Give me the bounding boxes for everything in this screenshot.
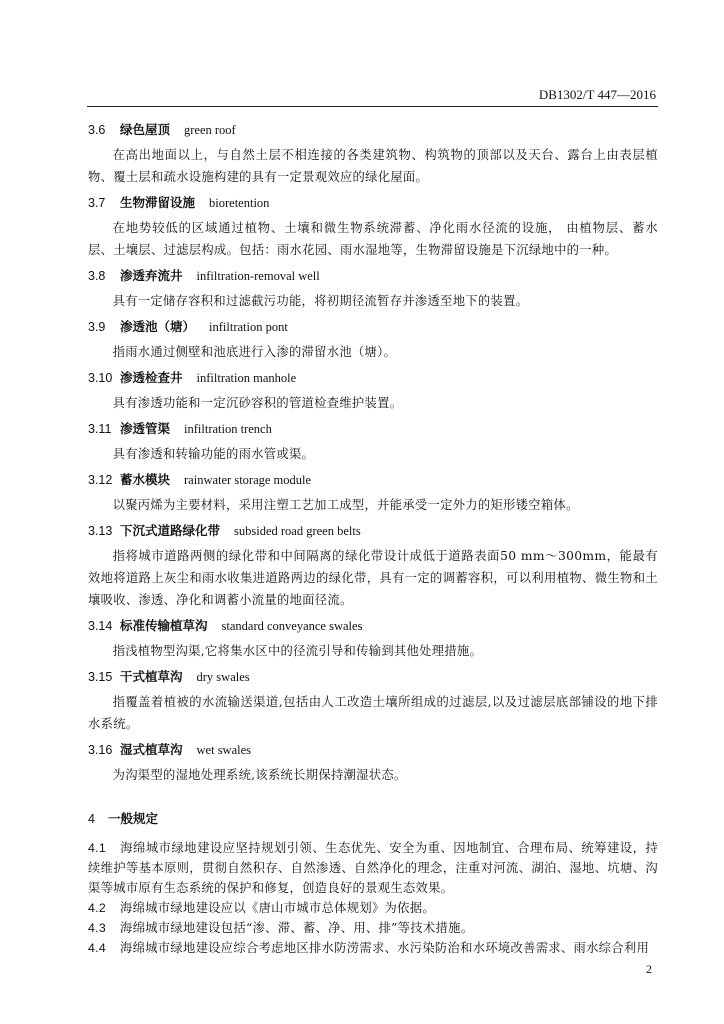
- term-zh: 标准传输植草沟: [120, 618, 208, 633]
- term-en: wet swales: [196, 743, 252, 757]
- term-number: 3.9: [88, 320, 106, 334]
- clause-number: 4.4: [88, 941, 106, 955]
- term-definition: 在高出地面以上，与自然土层不相连接的各类建筑物、构筑物的顶部以及天台、露台上由表层植物、覆土层和疏水设施构建的具有一定景观效应的绿化屋面。: [88, 148, 658, 184]
- term-number: 3.15: [88, 670, 113, 684]
- term-number: 3.10: [88, 371, 113, 385]
- term-heading: [88, 668, 658, 686]
- term-number: 3.8: [88, 269, 106, 283]
- clause-text: 海绵城市绿地建设应综合考虑地区排水防涝需求、水污染防治和水环境改善需求、雨水综合利用: [120, 941, 650, 955]
- header-rule: [87, 106, 658, 107]
- term-definition: 在地势较低的区域通过植物、土壤和微生物系统滞蓄、净化雨水径流的设施， 由植物层、蓄水层、土壤层、过滤层构成。包括：雨水花园、雨水湿地等，生物滞留设施是下沉绿地中的一种。: [88, 221, 658, 257]
- term-en: standard conveyance swales: [221, 619, 363, 633]
- term-en: infiltration manhole: [196, 371, 297, 385]
- section-title: 一般规定: [108, 811, 159, 826]
- clause-number: 4.3: [88, 921, 106, 935]
- section-heading: [88, 810, 658, 828]
- term-en: subsided road green belts: [234, 524, 361, 538]
- term-definition: 指将城市道路两侧的绿化带和中间隔离的绿化带设计成低于道路表面50 mm～300mm，能最有效地将道路上灰尘和雨水收集进道路两边的绿化带，具有一定的调蓄容积，可以利用植物、微生物和土壤吸收、渗透、净化和调蓄小流量的地面径流。: [88, 549, 658, 607]
- term-zh: 渗透弃流井: [120, 268, 183, 283]
- clause-4-2: [88, 898, 658, 918]
- clause-number: 4.2: [88, 901, 106, 915]
- term-3-7: [88, 194, 658, 261]
- term-3-9: [88, 318, 658, 363]
- term-zh: 绿色屋顶: [120, 122, 171, 137]
- term-heading: [88, 121, 658, 139]
- term-zh: 生物滞留设施: [120, 195, 196, 210]
- term-definition: 为沟渠型的湿地处理系统,该系统长期保持潮湿状态。: [112, 768, 407, 782]
- term-definition: 具有渗透和转输功能的雨水管或渠。: [112, 447, 315, 461]
- term-zh: 下沉式道路绿化带: [120, 523, 221, 538]
- term-en: rainwater storage module: [184, 473, 312, 487]
- term-3-12: [88, 471, 658, 516]
- term-zh: 干式植草沟: [120, 669, 183, 684]
- term-3-15: [88, 668, 658, 735]
- term-number: 3.7: [88, 196, 106, 210]
- clause-text: 海绵城市绿地建设包括“渗、滞、蓄、净、用、排”等技术措施。: [120, 921, 474, 935]
- term-3-8: [88, 267, 658, 312]
- clause-4-1: [88, 838, 658, 898]
- term-zh: 蓄水模块: [120, 472, 171, 487]
- term-heading: [88, 318, 658, 336]
- term-definition: 以聚丙烯为主要材料，采用注塑工艺加工成型，并能承受一定外力的矩形镂空箱体。: [112, 498, 579, 512]
- page-number: 2: [646, 962, 652, 976]
- section-number: 4: [88, 812, 95, 826]
- term-en: infiltration trench: [184, 422, 272, 436]
- term-heading: [88, 522, 658, 540]
- clause-text: 海绵城市绿地建设应坚持规划引领、生态优先、安全为重、因地制宜、合理布局、统筹建设，持续维护等基本原则，贯彻自然积存、自然渗透、自然净化的理念，注重对河流、湖泊、湿地、坑塘、沟渠等城市原有生态系统的保护和修复，创造良好的景观生态效果。: [88, 841, 658, 895]
- term-3-10: [88, 369, 658, 414]
- term-zh: 渗透管渠: [120, 421, 171, 436]
- standard-code: DB1302/T 447—2016: [538, 87, 656, 102]
- term-en: dry swales: [196, 670, 250, 684]
- term-3-11: [88, 420, 658, 465]
- clause-text: 海绵城市绿地建设应以《唐山市城市总体规划》为依据。: [120, 901, 435, 915]
- term-number: 3.11: [88, 422, 112, 436]
- term-number: 3.12: [88, 473, 113, 487]
- term-en: infiltration-removal well: [196, 269, 320, 283]
- term-zh: 渗透检查井: [120, 370, 183, 385]
- term-zh: 渗透池（塘）: [120, 319, 196, 334]
- term-definition: 具有渗透功能和一定沉砂容积的管道检查维护装置。: [112, 396, 403, 410]
- term-en: green roof: [184, 123, 236, 137]
- term-heading: [88, 420, 658, 438]
- term-heading: [88, 617, 658, 635]
- term-3-16: [88, 741, 658, 786]
- page-content: [88, 115, 658, 958]
- term-en: infiltration pont: [209, 320, 288, 334]
- term-number: 3.14: [88, 619, 113, 633]
- term-heading: [88, 369, 658, 387]
- term-definition: 具有一定储存容积和过滤截污功能，将初期径流暂存并渗透至地下的装置。: [112, 294, 529, 308]
- term-en: bioretention: [209, 196, 270, 210]
- term-zh: 湿式植草沟: [120, 742, 183, 757]
- term-heading: [88, 471, 658, 489]
- term-number: 3.16: [88, 743, 113, 757]
- term-heading: [88, 267, 658, 285]
- term-number: 3.13: [88, 524, 113, 538]
- term-3-14: [88, 617, 658, 662]
- term-definition: 指浅植物型沟渠,它将集水区中的径流引导和传输到其他处理措施。: [112, 644, 483, 658]
- clause-4-3: [88, 918, 658, 938]
- term-3-13: [88, 522, 658, 611]
- clause-4-4: [88, 938, 658, 958]
- term-number: 3.6: [88, 123, 106, 137]
- term-definition: 指覆盖着植被的水流输送渠道,包括由人工改造土壤所组成的过滤层,以及过滤层底部铺设的地下排水系统。: [88, 695, 658, 731]
- term-heading: [88, 194, 658, 212]
- term-definition: 指雨水通过侧壁和池底进行入渗的滞留水池（塘）。: [112, 345, 397, 359]
- term-heading: [88, 741, 658, 759]
- term-3-6: [88, 121, 658, 188]
- clause-number: 4.1: [88, 841, 106, 855]
